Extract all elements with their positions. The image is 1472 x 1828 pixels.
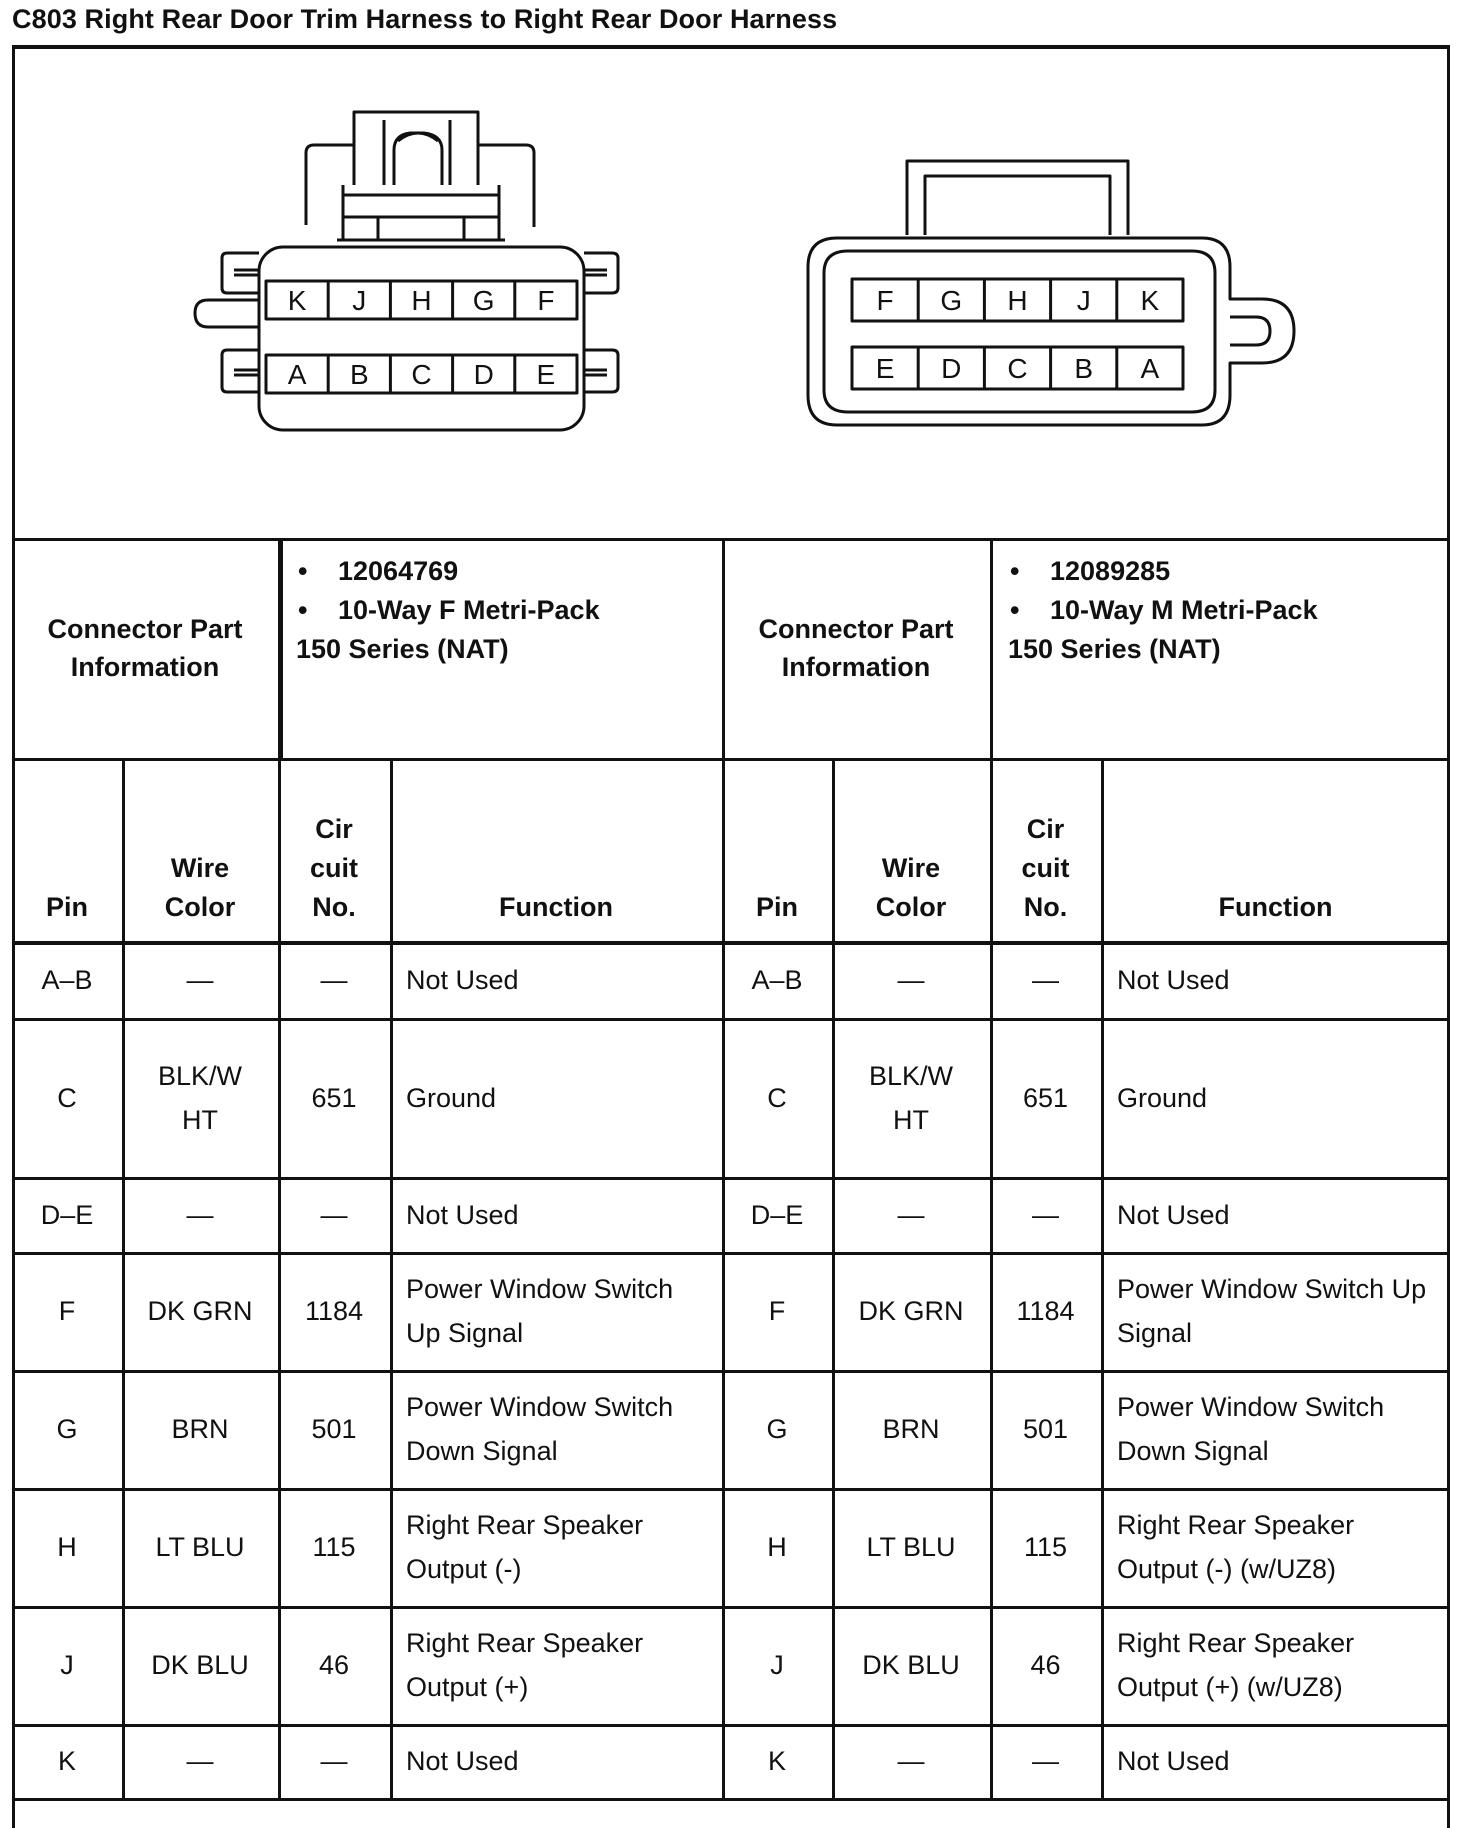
connector-part-info bbox=[278, 538, 722, 758]
pin-label: G bbox=[472, 285, 495, 316]
function-cell: Power Window Switch Up Signal bbox=[1117, 1274, 1427, 1348]
circuit-number-cell: 46 bbox=[1030, 1650, 1061, 1680]
pin-label: K bbox=[1140, 285, 1160, 316]
wire-color-cell: — bbox=[186, 1199, 214, 1230]
pin-label: E bbox=[875, 353, 895, 384]
pin-label: A bbox=[287, 359, 307, 390]
pin-label: B bbox=[1074, 353, 1094, 384]
column-header-wire: Wire Color bbox=[875, 853, 947, 922]
circuit-number-cell: 1184 bbox=[304, 1296, 364, 1326]
connector-face-diagram bbox=[12, 45, 1450, 540]
wire-color-cell: LT BLU bbox=[866, 1532, 956, 1562]
wire-color-cell: DK GRN bbox=[858, 1296, 964, 1326]
wire-color-cell: BRN bbox=[882, 1414, 940, 1444]
wire-color-cell: BLK/W HT bbox=[868, 1060, 954, 1135]
part-series: 150 Series (NAT) bbox=[1008, 634, 1221, 664]
circuit-number-cell: 1184 bbox=[1016, 1296, 1075, 1326]
pin-cell: J bbox=[770, 1650, 784, 1680]
function-cell: Power Window Switch Up Signal bbox=[406, 1274, 674, 1348]
pin-cell: J bbox=[60, 1650, 74, 1680]
pin-label: K bbox=[287, 285, 307, 316]
connector-part-label: Connector Part Information bbox=[47, 614, 243, 682]
pin-label: C bbox=[411, 359, 432, 390]
circuit-number-cell: — bbox=[320, 1746, 348, 1776]
pin-cell: C bbox=[767, 1082, 787, 1113]
part-number: • 12064769 bbox=[296, 552, 722, 591]
pin-label: F bbox=[537, 285, 555, 316]
function-cell: Power Window Switch Down Signal bbox=[406, 1392, 674, 1466]
pin-label: C bbox=[1007, 353, 1028, 384]
wire-color-cell: — bbox=[897, 1199, 925, 1230]
circuit-number-cell: 501 bbox=[311, 1414, 357, 1444]
wire-color-cell: DK GRN bbox=[147, 1296, 253, 1326]
circuit-number-cell: — bbox=[1032, 964, 1059, 995]
function-cell: Not Used bbox=[1117, 1199, 1230, 1230]
pin-cell: A–B bbox=[41, 964, 93, 995]
circuit-number-cell: 115 bbox=[1023, 1532, 1068, 1562]
function-cell: Not Used bbox=[406, 964, 519, 995]
circuit-number-cell: 651 bbox=[311, 1082, 357, 1113]
circuit-number-cell: 501 bbox=[1022, 1414, 1069, 1444]
pin-cell: A–B bbox=[751, 964, 803, 995]
wire-color-cell: — bbox=[897, 1746, 925, 1776]
pin-label: H bbox=[411, 285, 432, 316]
part-series: 150 Series (NAT) bbox=[296, 634, 509, 664]
pin-cell: K bbox=[57, 1746, 76, 1776]
part-number: • 12089285 bbox=[1008, 552, 1450, 591]
function-cell: Not Used bbox=[406, 1746, 519, 1776]
page-title: C803 Right Rear Door Trim Harness to Right Rear Door Harness bbox=[12, 4, 838, 34]
pin-cell: F bbox=[768, 1296, 786, 1326]
pin-cell: D–E bbox=[40, 1199, 94, 1230]
pin-cell: C bbox=[57, 1082, 77, 1113]
wire-color-cell: — bbox=[186, 964, 214, 995]
pin-label: J bbox=[352, 285, 367, 316]
function-cell: Right Rear Speaker Output (-) bbox=[406, 1510, 644, 1584]
pin-label: J bbox=[1076, 285, 1091, 316]
connector-part-info bbox=[990, 538, 1450, 758]
wire-color-cell: BRN bbox=[171, 1414, 229, 1444]
pin-label: B bbox=[349, 359, 369, 390]
pin-label: D bbox=[941, 353, 962, 384]
column-header-circuit: Cir cuit No. bbox=[1021, 814, 1070, 922]
function-cell: Right Rear Speaker Output (-) (w/UZ8) bbox=[1117, 1510, 1355, 1584]
pin-label: F bbox=[876, 285, 894, 316]
column-header-pin: Pin bbox=[755, 892, 798, 922]
pin-label: E bbox=[536, 359, 556, 390]
circuit-number-cell: — bbox=[320, 964, 348, 995]
circuit-number-cell: — bbox=[320, 1199, 348, 1230]
column-header-function: Function bbox=[1218, 892, 1333, 922]
pin-cell: K bbox=[767, 1746, 786, 1776]
wire-color-cell: — bbox=[186, 1746, 214, 1776]
pin-cell: F bbox=[58, 1296, 76, 1326]
pin-cell: G bbox=[766, 1414, 788, 1444]
wire-color-cell: DK BLU bbox=[862, 1650, 960, 1680]
function-cell: Not Used bbox=[406, 1199, 519, 1230]
pin-label: H bbox=[1007, 285, 1028, 316]
wire-color-cell: DK BLU bbox=[151, 1650, 249, 1680]
wire-color-cell: BLK/W HT bbox=[157, 1060, 243, 1135]
function-cell: Not Used bbox=[1117, 964, 1230, 995]
pin-label: D bbox=[473, 359, 494, 390]
pin-label: G bbox=[940, 285, 963, 316]
circuit-number-cell: 46 bbox=[318, 1650, 350, 1680]
pin-cell: D–E bbox=[750, 1199, 804, 1230]
column-header-pin: Pin bbox=[45, 892, 88, 922]
connector-part-label: Connector Part Information bbox=[758, 614, 954, 682]
pin-label: A bbox=[1140, 353, 1160, 384]
function-cell: Ground bbox=[406, 1082, 497, 1113]
wire-color-cell: LT BLU bbox=[155, 1532, 245, 1562]
wire-color-cell: — bbox=[897, 964, 925, 995]
pin-cell: H bbox=[767, 1532, 787, 1562]
function-cell: Right Rear Speaker Output (+) bbox=[406, 1628, 644, 1702]
column-header-wire: Wire Color bbox=[164, 853, 236, 922]
circuit-number-cell: — bbox=[1032, 1746, 1059, 1776]
column-header-circuit: Cir cuit No. bbox=[309, 814, 358, 922]
circuit-number-cell: 651 bbox=[1022, 1082, 1069, 1113]
circuit-number-cell: — bbox=[1032, 1199, 1059, 1230]
part-description: • 10-Way F Metri-Pack bbox=[296, 591, 722, 630]
circuit-number-cell: 115 bbox=[312, 1532, 356, 1562]
pin-cell: H bbox=[57, 1532, 77, 1562]
function-cell: Right Rear Speaker Output (+) (w/UZ8) bbox=[1117, 1628, 1355, 1702]
function-cell: Ground bbox=[1117, 1082, 1208, 1113]
column-header-function: Function bbox=[499, 892, 613, 922]
pin-cell: G bbox=[56, 1414, 78, 1444]
function-cell: Power Window Switch Down Signal bbox=[1117, 1392, 1385, 1466]
table-bottom-line bbox=[12, 1798, 1450, 1801]
part-description: • 10-Way M Metri-Pack bbox=[1008, 591, 1450, 630]
function-cell: Not Used bbox=[1117, 1746, 1230, 1776]
